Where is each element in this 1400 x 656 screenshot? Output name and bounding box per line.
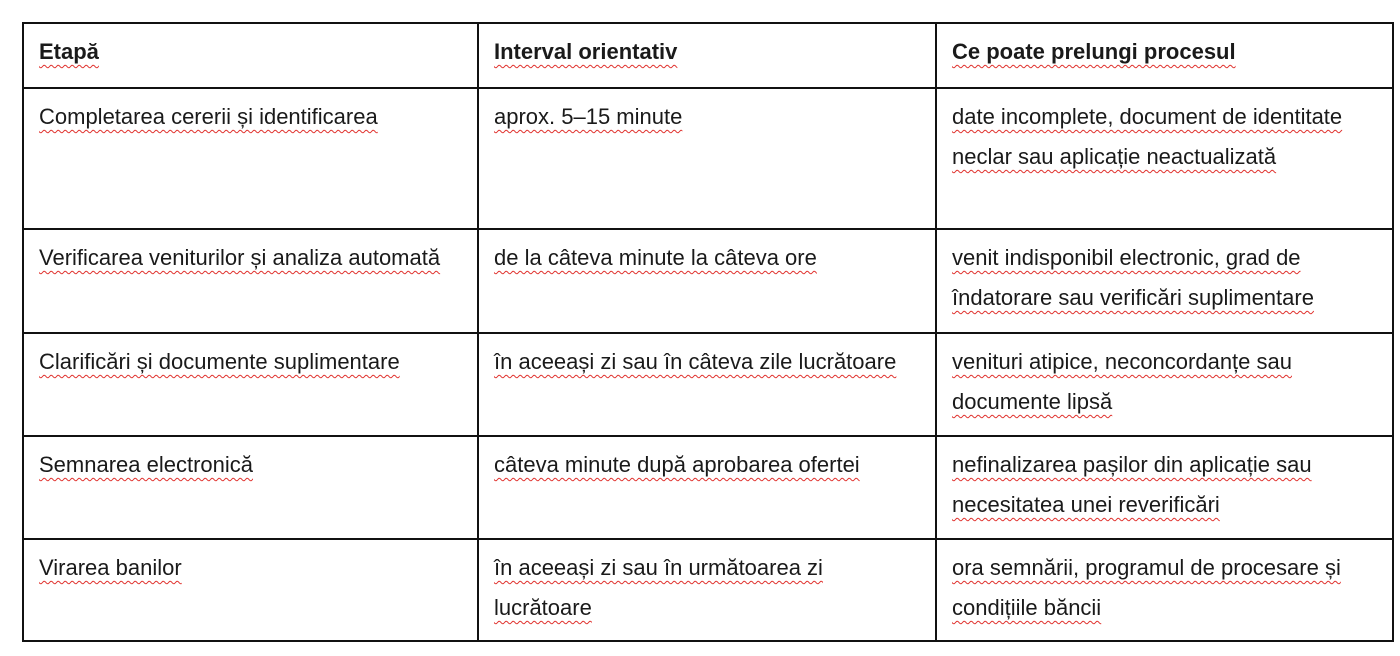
interval-cell xyxy=(478,436,936,539)
stage-text: Verificarea veniturilor și analiza automată xyxy=(39,245,441,270)
process-stages-table xyxy=(22,22,1394,642)
stage-cell xyxy=(23,88,478,229)
stage-cell xyxy=(23,333,478,436)
table-row xyxy=(23,88,1393,229)
stage-text: Completarea cererii și identificarea xyxy=(39,104,378,129)
interval-text: în aceeași zi sau în următoarea zi lucrătoare xyxy=(494,555,823,620)
delays-text: venituri atipice, neconcordanțe sau documente lipsă xyxy=(952,349,1292,414)
table-row xyxy=(23,333,1393,436)
stage-text: Clarificări și documente suplimentare xyxy=(39,349,400,374)
delays-text: nefinalizarea pașilor din aplicație sau necesitatea unei reverificări xyxy=(952,452,1312,517)
delays-text: date incomplete, document de identitate neclar sau aplicație neactualizată xyxy=(952,104,1343,169)
header-cell-stage xyxy=(23,23,478,88)
header-stage-text: Etapă xyxy=(39,39,99,64)
interval-cell xyxy=(478,229,936,333)
stage-cell xyxy=(23,229,478,333)
interval-text: aprox. 5–15 minute xyxy=(494,104,683,129)
delays-cell xyxy=(936,333,1393,436)
delays-cell xyxy=(936,436,1393,539)
delays-cell xyxy=(936,539,1393,641)
stage-cell xyxy=(23,436,478,539)
interval-cell xyxy=(478,333,936,436)
stage-cell xyxy=(23,539,478,641)
header-row xyxy=(23,23,1393,88)
interval-cell xyxy=(478,88,936,229)
table-row xyxy=(23,436,1393,539)
delays-cell xyxy=(936,229,1393,333)
interval-cell xyxy=(478,539,936,641)
table-row xyxy=(23,539,1393,641)
interval-text: câteva minute după aprobarea ofertei xyxy=(494,452,860,477)
stage-text: Virarea banilor xyxy=(39,555,182,580)
delays-text: venit indisponibil electronic, grad de îndatorare sau verificări suplimentare xyxy=(952,245,1314,310)
delays-text: ora semnării, programul de procesare și condițiile băncii xyxy=(952,555,1341,620)
interval-text: de la câteva minute la câteva ore xyxy=(494,245,817,270)
interval-text: în aceeași zi sau în câteva zile lucrătoare xyxy=(494,349,897,374)
stage-text: Semnarea electronică xyxy=(39,452,254,477)
header-delays-text: Ce poate prelungi procesul xyxy=(952,39,1236,64)
header-cell-interval xyxy=(478,23,936,88)
delays-cell xyxy=(936,88,1393,229)
header-cell-delays xyxy=(936,23,1393,88)
header-interval-text: Interval orientativ xyxy=(494,39,678,64)
table-row xyxy=(23,229,1393,333)
